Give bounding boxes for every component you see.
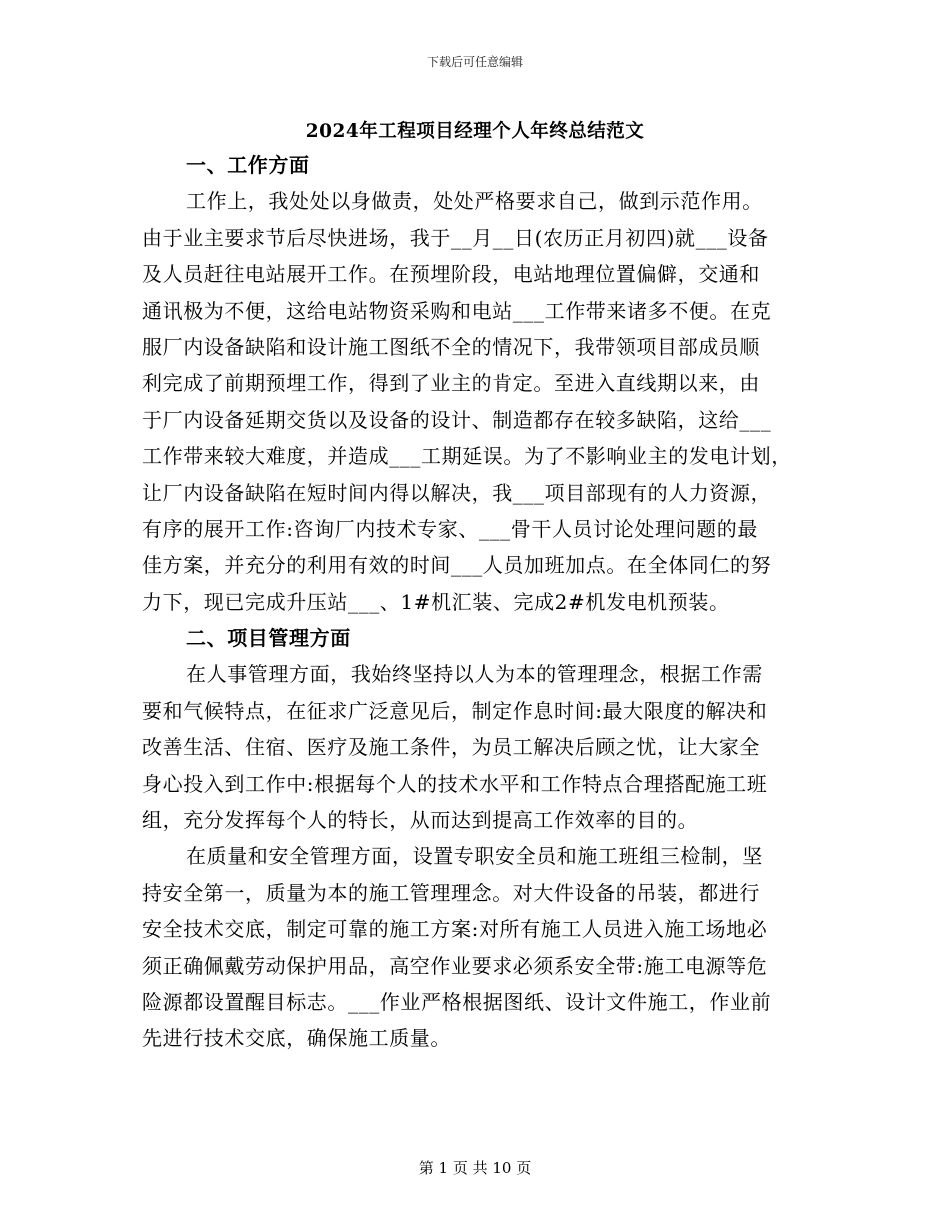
paragraph-line: 通讯极为不便，这给电站物资采购和电站___工作带来诸多不便。在克 [142, 298, 772, 323]
section-heading: 一、工作方面 [186, 153, 310, 177]
page-footer: 第 1 页 共 10 页 [418, 1159, 532, 1177]
section-heading: 二、项目管理方面 [186, 626, 351, 651]
paragraph-line: 于厂内设备延期交货以及设备的设计、制造都存在较多缺陷，这给___ [142, 407, 772, 432]
paragraph-line: 服厂内设备缺陷和设计施工图纸不全的情况下，我带领项目部成员顺 [142, 334, 760, 359]
paragraph-line: 力下，现已完成升压站___、1#机汇装、完成2#机发电机预装。 [142, 589, 730, 614]
paragraph-line: 险源都设置醒目标志。___作业严格根据图纸、设计文件施工，作业前 [142, 989, 772, 1014]
paragraph-line: 要和气候特点，在征求广泛意见后，制定作息时间:最大限度的解决和 [142, 698, 768, 723]
paragraph-line: 安全技术交底，制定可靠的施工方案:对所有施工人员进入施工场地必 [142, 917, 768, 942]
paragraph-line: 先进行技术交底，确保施工质量。 [142, 1026, 451, 1051]
paragraph-line: 身心投入到工作中:根据每个人的技术水平和工作特点合理搭配施工班 [142, 771, 768, 796]
header-note: 下载后可任意编辑 [426, 55, 523, 69]
document-title: 2024年工程项目经理个人年终总结范文 [305, 121, 645, 142]
paragraph-line: 组，充分发挥每个人的特长，从而达到提高工作效率的目的。 [142, 808, 699, 833]
paragraph-line: 及人员赶往电站展开工作。在预埋阶段，电站地理位置偏僻，交通和 [142, 262, 760, 287]
paragraph-line: 须正确佩戴劳动保护用品，高空作业要求必须系安全带:施工电源等危 [142, 953, 768, 978]
paragraph-line: 工作带来较大难度，并造成___工期延误。为了不影响业主的发电计划， [142, 444, 792, 469]
paragraph-line: 在质量和安全管理方面，设置专职安全员和施工班组三检制，坚 [186, 844, 763, 869]
paragraph-line: 改善生活、住宿、医疗及施工条件，为员工解决后顾之忧，让大家全 [142, 735, 760, 760]
paragraph-line: 佳方案，并充分的利用有效的时间___人员加班加点。在全体同仁的努 [142, 553, 772, 578]
paragraph-line: 由于业主要求节后尽快进场，我于__月__日(农历正月初四)就___设备 [142, 225, 769, 250]
paragraph-line: 工作上，我处处以身做责，处处严格要求自己，做到示范作用。 [186, 189, 763, 214]
paragraph-line: 利完成了前期预埋工作，得到了业主的肯定。至进入直线期以来，由 [142, 371, 760, 396]
paragraph-line: 持安全第一，质量为本的施工管理理念。对大件设备的吊装，都进行 [142, 880, 760, 905]
paragraph-line: 在人事管理方面，我始终坚持以人为本的管理理念，根据工作需 [186, 662, 763, 687]
paragraph-line: 让厂内设备缺陷在短时间内得以解决，我___项目部现有的人力资源， [142, 480, 772, 505]
paragraph-line: 有序的展开工作:咨询厂内技术专家、___骨干人员讨论处理问题的最 [142, 516, 758, 541]
document-body [142, 147, 822, 1057]
